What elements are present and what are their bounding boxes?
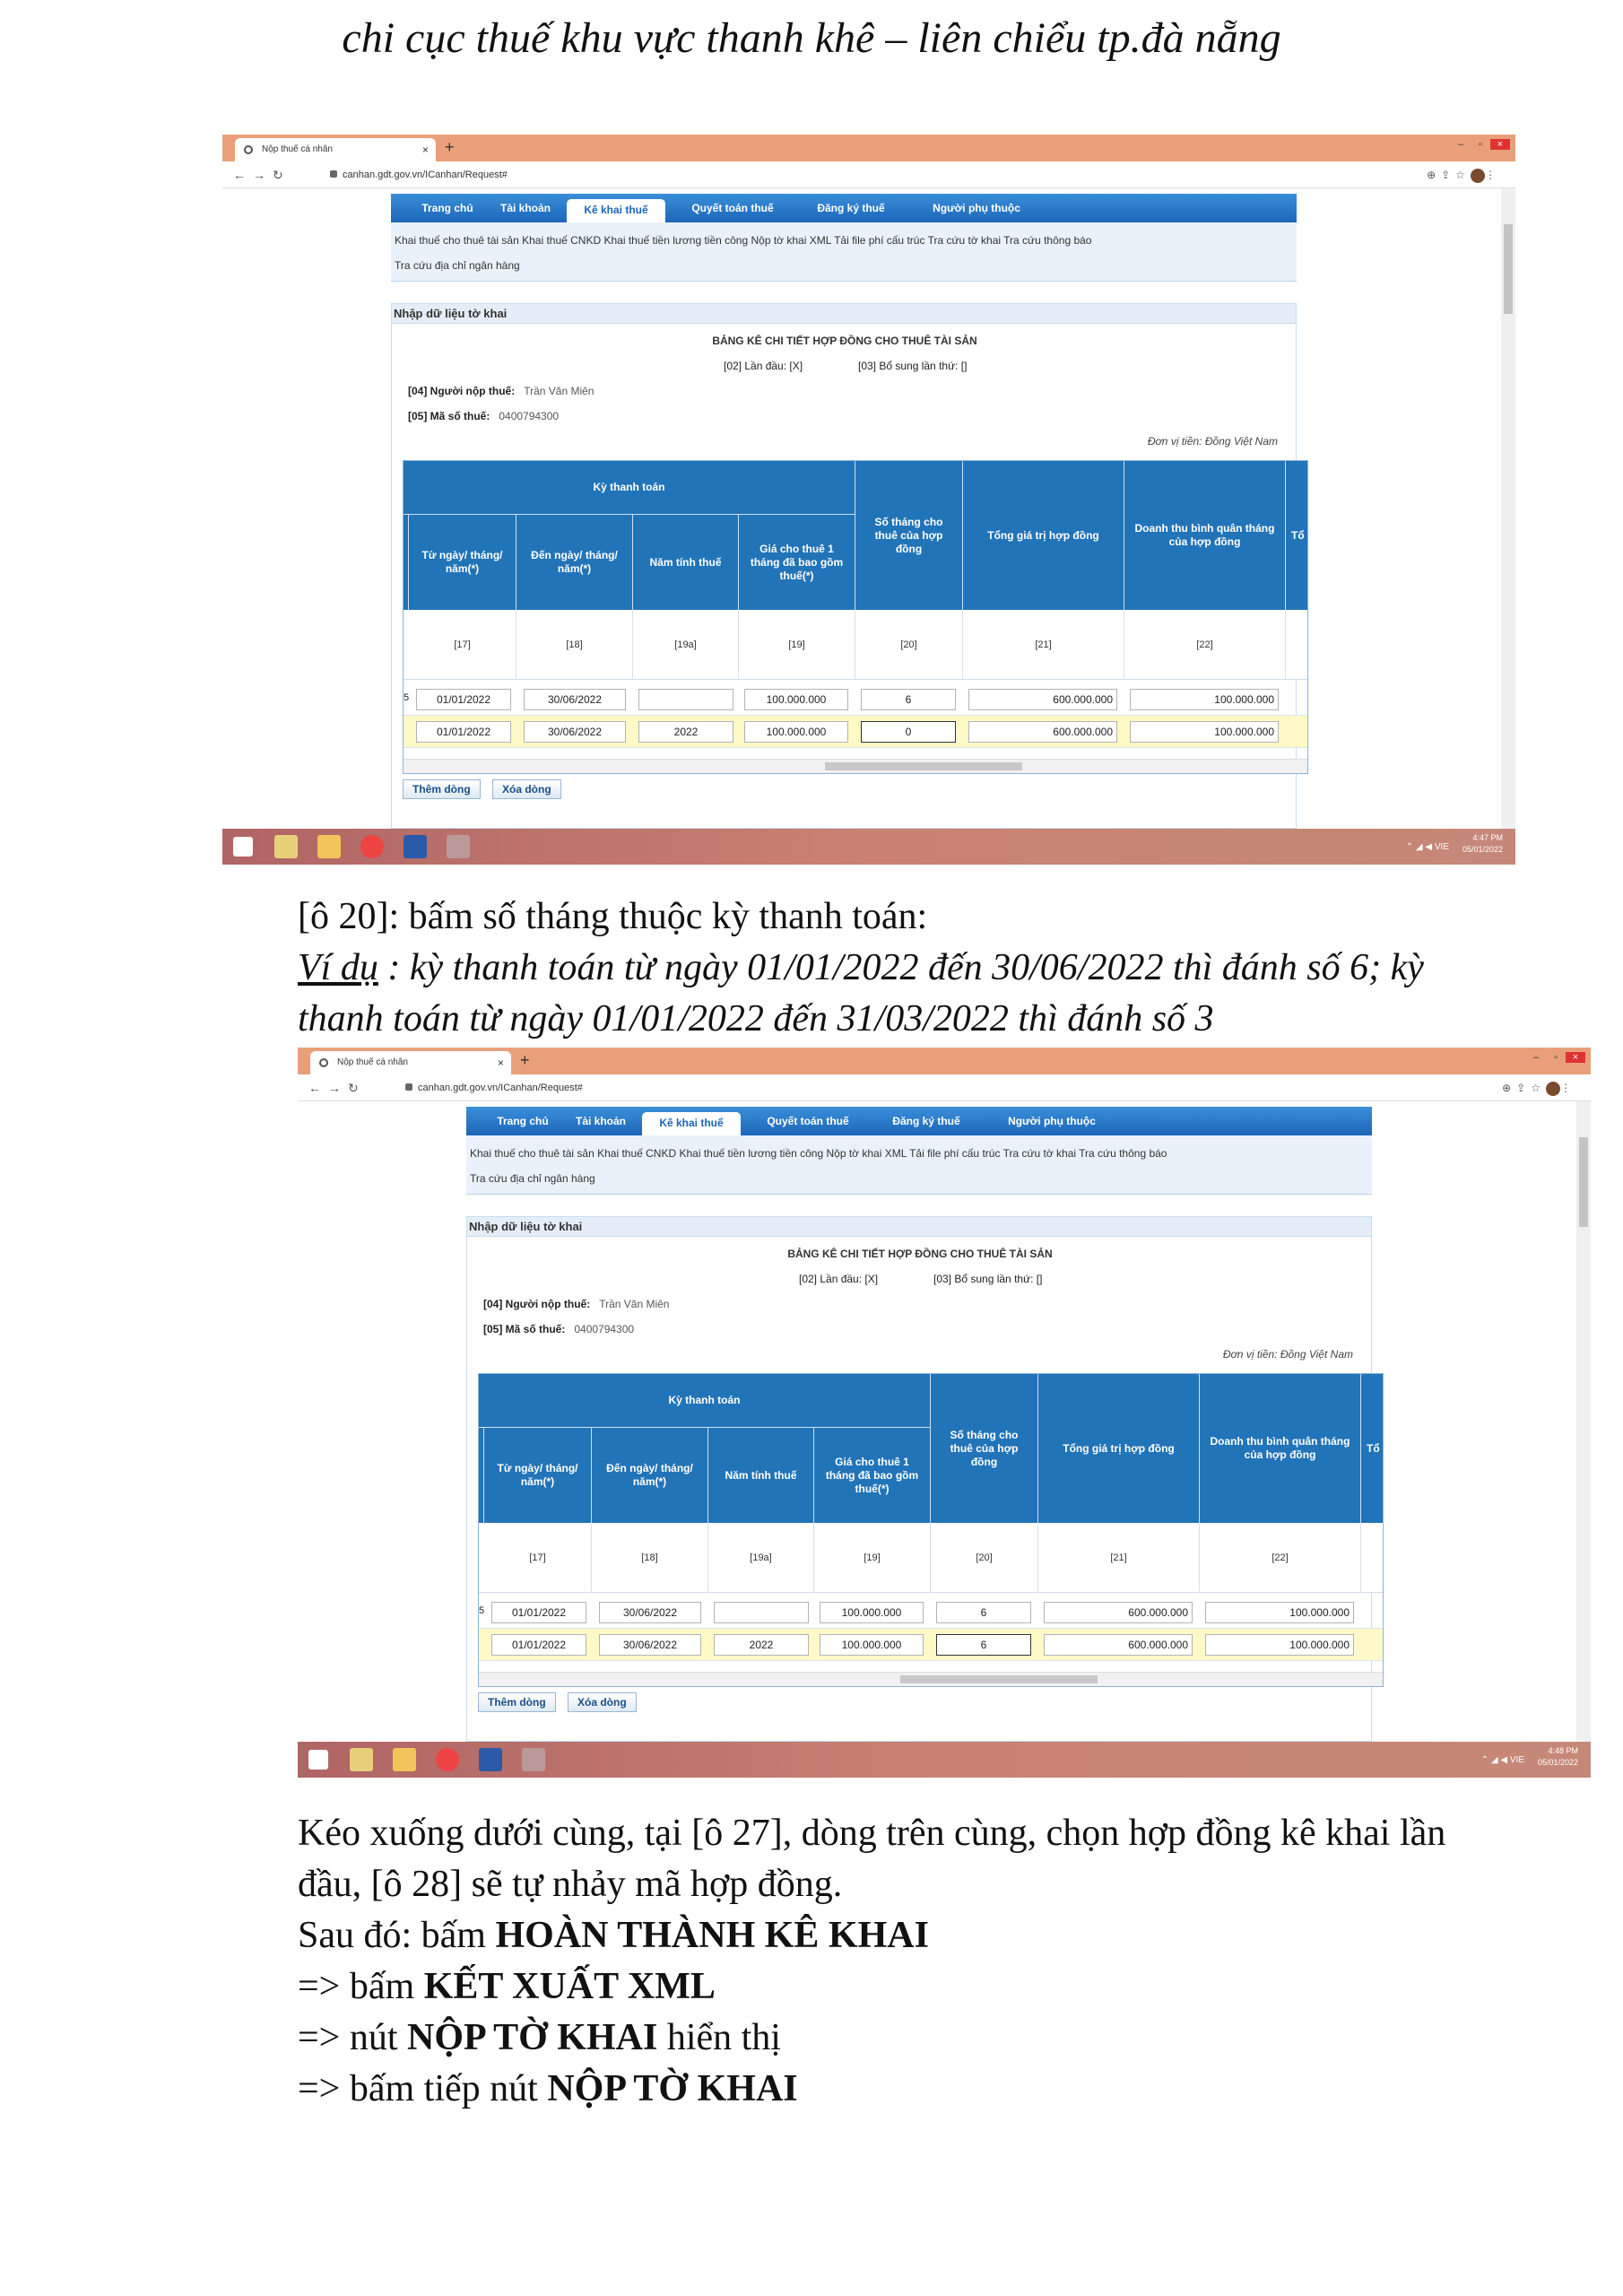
site-favicon-icon — [244, 145, 253, 154]
header-so-thang: Số tháng cho thuê của hợp đồng — [855, 461, 963, 610]
paint-icon[interactable] — [522, 1748, 545, 1771]
minimize-icon[interactable]: – — [1457, 139, 1464, 150]
word-icon[interactable] — [479, 1748, 502, 1771]
supplement-flag: [03] Bổ sung lần thứ: [] — [858, 360, 968, 372]
steps-text: => nút — [298, 2017, 408, 2058]
code-20: [20] — [931, 1523, 1038, 1593]
chrome-icon[interactable] — [360, 835, 384, 858]
reload-icon[interactable]: ↻ — [273, 168, 291, 182]
steps-line-5 — [298, 2013, 1445, 2064]
sub-menu-link-bank[interactable]: Tra cứu địa chỉ ngân hàng — [470, 1172, 595, 1185]
code-19a: [19a] — [633, 610, 739, 680]
input-tong-gia-tri[interactable]: 600.000.000 — [968, 721, 1117, 743]
example-label: Ví dụ — [298, 947, 378, 988]
lock-icon — [405, 1083, 412, 1091]
menu-nguoi-phu-thuoc[interactable]: Người phụ thuộc — [933, 202, 1020, 214]
code-18: [18] — [516, 610, 633, 680]
taxid-row — [483, 1323, 634, 1335]
steps-line-2: đầu, [ô 28] sẽ tự nhảy mã hợp đồng. — [298, 1864, 843, 1905]
input-tong-gia-tri[interactable]: 600.000.000 — [1044, 1602, 1193, 1623]
close-window-icon[interactable]: × — [1490, 139, 1510, 150]
input-tu-ngay[interactable]: 01/01/2022 — [491, 1602, 586, 1623]
taxpayer-label: [04] Người nộp thuế: — [408, 385, 516, 397]
first-time-flag: [02] Lần đầu: [X] — [724, 360, 803, 372]
system-tray — [1405, 832, 1503, 856]
reload-icon[interactable]: ↻ — [348, 1081, 366, 1095]
window-controls — [1526, 1052, 1585, 1063]
nav-buttons — [308, 1074, 366, 1101]
first-time-flag: [02] Lần đầu: [X] — [799, 1273, 879, 1285]
header-tong-gia-tri: Tổng giá trị hợp đồng — [963, 461, 1124, 610]
browser-tab-title: Nộp thuế cá nhân — [262, 144, 333, 154]
chrome-icon[interactable] — [436, 1748, 459, 1771]
input-nam-tinh-thue[interactable] — [638, 689, 733, 710]
supplement-flag: [03] Bổ sung lần thứ: [] — [933, 1273, 1043, 1285]
tray-time[interactable]: 4:48 PM — [1548, 1746, 1578, 1755]
browser-tab[interactable] — [235, 138, 436, 161]
input-gia-cho-thue[interactable]: 100.000.000 — [744, 721, 848, 743]
menu-dang-ky-thue[interactable]: Đăng ký thuế — [817, 202, 885, 214]
taxid-value: 0400794300 — [574, 1323, 635, 1335]
code-19a: [19a] — [708, 1523, 814, 1593]
input-so-thang[interactable]: 6 — [861, 689, 956, 710]
sub-menu-links[interactable]: Khai thuế cho thuê tài sản Khai thuế CNKD Khai thuế tiền lương tiền công Nộp tờ khai XML Tải file phí cấu trúc Tra cứu tờ khai Tra cứu thông báo — [395, 234, 1092, 247]
input-nam-tinh-thue[interactable] — [714, 1602, 809, 1623]
sticky-notes-icon[interactable] — [393, 1748, 416, 1771]
section-title: Nhập dữ liệu tờ khai — [392, 304, 1296, 324]
forward-icon[interactable]: → — [253, 168, 273, 182]
screenshot-2 — [298, 1048, 1591, 1778]
header-tong-gia-tri: Tổng giá trị hợp đồng — [1038, 1374, 1200, 1523]
input-gia-cho-thue[interactable]: 100.000.000 — [820, 1602, 924, 1623]
paint-icon[interactable] — [447, 835, 470, 858]
menu-trang-chu[interactable]: Trang chủ — [497, 1115, 549, 1127]
menu-dang-ky-thue[interactable]: Đăng ký thuế — [892, 1115, 960, 1127]
taxpayer-row — [408, 385, 594, 397]
browser-tab[interactable] — [310, 1051, 511, 1074]
currency-unit: Đơn vị tiền: Đồng Việt Nam — [1147, 435, 1278, 448]
steps-line-1: Kéo xuống dưới cùng, tại [ô 27], dòng trên cùng, chọn hợp đồng kê khai lần — [298, 1813, 1446, 1854]
tray-icons: ⌃ ◢ ◀ VIE — [1480, 1755, 1524, 1765]
menu-nguoi-phu-thuoc[interactable]: Người phụ thuộc — [1008, 1115, 1096, 1127]
browser-tab-strip — [298, 1048, 1591, 1074]
address-bar — [298, 1074, 1591, 1101]
scrollbar-thumb[interactable] — [825, 762, 1022, 770]
bookmark-star-icon[interactable]: ☆ — [1455, 169, 1471, 181]
currency-unit: Đơn vị tiền: Đồng Việt Nam — [1222, 1348, 1353, 1361]
form-section — [391, 303, 1305, 829]
menu-trang-chu[interactable]: Trang chủ — [421, 202, 473, 214]
header-doanh-thu: Doanh thu bình quân tháng của hợp đồng — [1124, 461, 1286, 610]
header-cut-right: Tổ — [1291, 528, 1305, 542]
input-so-thang-active[interactable]: 6 — [936, 1634, 1031, 1656]
delete-row-button[interactable]: Xóa dòng — [492, 779, 561, 799]
code-20: [20] — [855, 610, 963, 680]
share-icon[interactable]: ⇪ — [1516, 1082, 1532, 1094]
steps-bold-nop-to-khai: NỘP TỜ KHAI — [547, 2068, 798, 2109]
code-17: [17] — [484, 1523, 592, 1593]
code-22: [22] — [1124, 610, 1286, 680]
address-actions — [1502, 1074, 1576, 1101]
sub-menu-link-bank[interactable]: Tra cứu địa chỉ ngân hàng — [395, 259, 520, 272]
url-text: canhan.gdt.gov.vn/ICanhan/Request# — [343, 170, 508, 180]
note-o20 — [298, 891, 1424, 1045]
windows-taskbar — [222, 829, 1515, 865]
form-title: BẢNG KÊ CHI TIẾT HỢP ĐỒNG CHO THUÊ TÀI SẢN — [712, 335, 977, 347]
header-ky-thanh-toan: Kỳ thanh toán — [479, 1374, 931, 1428]
steps-text: Sau đó: bấm — [298, 1915, 496, 1956]
table-row — [479, 1629, 1383, 1661]
taxpayer-row — [483, 1298, 669, 1310]
add-row-button[interactable]: Thêm dòng — [478, 1692, 556, 1712]
input-nam-tinh-thue[interactable]: 2022 — [638, 721, 733, 743]
main-menu — [466, 1107, 1372, 1135]
row-prefix: 5 — [479, 1605, 485, 1616]
nav-buttons — [233, 161, 291, 188]
tray-language[interactable]: VIE — [1434, 842, 1449, 852]
header-gia-cho-thue: Giá cho thuê 1 tháng đã bao gồm thuế(*) — [739, 515, 855, 610]
code-22: [22] — [1200, 1523, 1361, 1593]
input-tu-ngay[interactable]: 01/01/2022 — [491, 1634, 586, 1656]
url-field[interactable] — [405, 1074, 583, 1101]
input-den-ngay[interactable]: 30/06/2022 — [599, 1602, 701, 1623]
windows-start-icon[interactable] — [233, 837, 253, 857]
url-text: canhan.gdt.gov.vn/ICanhan/Request# — [418, 1083, 583, 1093]
header-so-thang: Số tháng cho thuê của hợp đồng — [931, 1374, 1038, 1523]
address-bar — [222, 161, 1515, 188]
menu-dots-icon[interactable]: ⋮ — [1485, 169, 1501, 181]
menu-ke-khai-thue[interactable]: Kê khai thuế — [567, 199, 665, 222]
zoom-icon[interactable]: ⊕ — [1427, 169, 1442, 181]
profile-avatar[interactable] — [1546, 1082, 1560, 1096]
steps-line-3 — [298, 1910, 1445, 1961]
back-icon[interactable]: ← — [308, 1081, 328, 1095]
code-21: [21] — [963, 610, 1124, 680]
header-cut-right: Tổ — [1367, 1441, 1380, 1455]
header-nam-tinh-thue: Năm tính thuế — [708, 1428, 814, 1523]
input-den-ngay[interactable]: 30/06/2022 — [599, 1634, 701, 1656]
back-icon[interactable]: ← — [233, 168, 253, 182]
table-header — [404, 461, 1307, 610]
header-ky-thanh-toan: Kỳ thanh toán — [404, 461, 855, 515]
input-nam-tinh-thue[interactable]: 2022 — [714, 1634, 809, 1656]
word-icon[interactable] — [404, 835, 427, 858]
code-row — [404, 610, 1307, 680]
header-den-ngay: Đến ngày/ tháng/ năm(*) — [516, 515, 633, 610]
sub-menu — [466, 1135, 1372, 1195]
page-vertical-scrollbar[interactable] — [1501, 188, 1515, 829]
share-icon[interactable]: ⇪ — [1441, 169, 1456, 181]
input-doanh-thu[interactable]: 100.000.000 — [1205, 1602, 1354, 1623]
input-doanh-thu[interactable]: 100.000.000 — [1130, 721, 1279, 743]
input-tong-gia-tri[interactable]: 600.000.000 — [1044, 1634, 1193, 1656]
screenshot-1 — [222, 135, 1515, 865]
tray-date[interactable]: 05/01/2022 — [1537, 1758, 1578, 1767]
close-tab-icon[interactable]: × — [497, 1057, 504, 1069]
file-explorer-icon[interactable] — [350, 1748, 373, 1771]
taxid-label: [05] Mã số thuế: — [408, 410, 490, 422]
input-tong-gia-tri[interactable]: 600.000.000 — [968, 689, 1117, 710]
sub-menu — [391, 222, 1297, 282]
browser-tab-title: Nộp thuế cá nhân — [337, 1057, 408, 1067]
steps-bold-ket-xuat: KẾT XUẤT XML — [423, 1966, 716, 2007]
forward-icon[interactable]: → — [328, 1081, 348, 1095]
menu-dots-icon[interactable]: ⋮ — [1560, 1082, 1576, 1094]
web-page — [466, 1101, 1380, 1742]
page-heading: chi cục thuế khu vực thanh khê – liên chiểu tp.đà nẵng — [342, 14, 1281, 62]
code-21: [21] — [1038, 1523, 1200, 1593]
steps-bold-hoan-thanh: HOÀN THÀNH KÊ KHAI — [495, 1915, 929, 1956]
code-19: [19] — [814, 1523, 931, 1593]
header-tu-ngay: Từ ngày/ tháng/ năm(*) — [409, 515, 516, 610]
menu-tai-khoan[interactable]: Tài khoản — [575, 1115, 626, 1127]
contract-table — [478, 1373, 1384, 1687]
table-row — [404, 683, 1307, 716]
new-tab-icon[interactable]: + — [520, 1051, 530, 1069]
input-gia-cho-thue[interactable]: 100.000.000 — [744, 689, 848, 710]
windows-taskbar — [298, 1742, 1591, 1778]
add-row-button[interactable]: Thêm dòng — [403, 779, 481, 799]
note-line-1: [ô 20]: bấm số tháng thuộc kỳ thanh toán: — [298, 896, 928, 937]
header-doanh-thu: Doanh thu bình quân tháng của hợp đồng — [1200, 1374, 1361, 1523]
sub-menu-links[interactable]: Khai thuế cho thuê tài sản Khai thuế CNKD Khai thuế tiền lương tiền công Nộp tờ khai XML Tải file phí cấu trúc Tra cứu tờ khai Tra cứu thông báo — [470, 1147, 1167, 1160]
example-text: : kỳ thanh toán từ ngày 01/01/2022 đến 30/06/2022 thì đánh số 6; kỳ — [378, 947, 1424, 988]
row-prefix: 5 — [404, 692, 410, 703]
taxpayer-value: Trần Văn Miên — [524, 385, 595, 397]
tray-language[interactable]: VIE — [1509, 1755, 1524, 1765]
form-section — [466, 1216, 1380, 1742]
steps-text: hiển thị — [657, 2017, 781, 2058]
table-header — [479, 1374, 1383, 1523]
steps-bold-nop-to-khai: NỘP TỜ KHAI — [407, 2017, 658, 2058]
main-menu — [391, 194, 1297, 222]
steps-line-4 — [298, 1961, 1445, 2013]
header-gia-cho-thue: Giá cho thuê 1 tháng đã bao gồm thuế(*) — [814, 1428, 931, 1523]
menu-quyet-toan-thue[interactable]: Quyết toán thuế — [691, 202, 774, 214]
menu-tai-khoan[interactable]: Tài khoản — [499, 202, 551, 214]
code-row — [479, 1523, 1383, 1593]
header-tu-ngay: Từ ngày/ tháng/ năm(*) — [484, 1428, 592, 1523]
tray-time[interactable]: 4:47 PM — [1472, 833, 1503, 842]
maximize-icon[interactable]: ▫ — [1479, 139, 1482, 150]
web-page — [391, 188, 1305, 829]
bookmark-star-icon[interactable]: ☆ — [1531, 1082, 1546, 1094]
tray-date[interactable]: 05/01/2022 — [1462, 845, 1503, 854]
menu-ke-khai-thue[interactable]: Kê khai thuế — [642, 1112, 741, 1135]
file-explorer-icon[interactable] — [274, 835, 298, 858]
table-row — [404, 716, 1307, 748]
scrollbar-thumb[interactable] — [900, 1675, 1098, 1683]
browser-tab-strip — [222, 135, 1515, 161]
note-example — [298, 943, 1424, 994]
address-actions — [1427, 161, 1501, 188]
input-doanh-thu[interactable]: 100.000.000 — [1130, 689, 1279, 710]
site-favicon-icon — [319, 1058, 328, 1067]
input-tu-ngay[interactable]: 01/01/2022 — [416, 689, 511, 710]
input-den-ngay[interactable]: 30/06/2022 — [524, 689, 626, 710]
input-gia-cho-thue[interactable]: 100.000.000 — [820, 1634, 924, 1656]
form-title: BẢNG KÊ CHI TIẾT HỢP ĐỒNG CHO THUÊ TÀI SẢN — [787, 1248, 1053, 1260]
table-horizontal-scrollbar[interactable] — [479, 1672, 1383, 1686]
taxpayer-value: Trần Văn Miên — [599, 1298, 670, 1310]
scrollbar-thumb[interactable] — [1504, 224, 1513, 314]
delete-row-button[interactable]: Xóa dòng — [568, 1692, 637, 1712]
lock-icon — [330, 170, 337, 178]
input-den-ngay[interactable]: 30/06/2022 — [524, 721, 626, 743]
sticky-notes-icon[interactable] — [317, 835, 341, 858]
steps-line-6 — [298, 2064, 1445, 2115]
taxpayer-label: [04] Người nộp thuế: — [483, 1298, 591, 1310]
input-doanh-thu[interactable]: 100.000.000 — [1205, 1634, 1354, 1656]
input-tu-ngay[interactable]: 01/01/2022 — [416, 721, 511, 743]
close-tab-icon[interactable]: × — [421, 144, 429, 156]
table-row — [479, 1596, 1383, 1629]
scrollbar-thumb[interactable] — [1579, 1137, 1588, 1227]
profile-avatar[interactable] — [1471, 169, 1485, 183]
steps-text: => bấm — [298, 1966, 424, 2007]
window-controls — [1451, 139, 1510, 150]
final-steps — [298, 1808, 1445, 2115]
system-tray — [1480, 1745, 1578, 1769]
taxid-row — [408, 410, 559, 422]
minimize-icon[interactable]: – — [1532, 1052, 1540, 1063]
steps-text: => bấm tiếp nút — [298, 2068, 548, 2109]
page-vertical-scrollbar[interactable] — [1576, 1101, 1591, 1742]
section-title: Nhập dữ liệu tờ khai — [467, 1217, 1371, 1237]
header-den-ngay: Đến ngày/ tháng/ năm(*) — [592, 1428, 708, 1523]
code-17: [17] — [409, 610, 516, 680]
code-19: [19] — [739, 610, 855, 680]
table-horizontal-scrollbar[interactable] — [404, 759, 1307, 773]
windows-start-icon[interactable] — [308, 1750, 328, 1770]
new-tab-icon[interactable]: + — [445, 138, 455, 156]
input-so-thang-active[interactable]: 0 — [861, 721, 956, 743]
url-field[interactable] — [330, 161, 508, 188]
note-line-3: thanh toán từ ngày 01/01/2022 đến 31/03/2022 thì đánh số 3 — [298, 998, 1214, 1039]
zoom-icon[interactable]: ⊕ — [1502, 1082, 1517, 1094]
contract-table — [403, 460, 1308, 774]
taxid-label: [05] Mã số thuế: — [483, 1323, 566, 1335]
code-18: [18] — [592, 1523, 708, 1593]
menu-quyet-toan-thue[interactable]: Quyết toán thuế — [767, 1115, 849, 1127]
taxid-value: 0400794300 — [499, 410, 560, 422]
close-window-icon[interactable]: × — [1566, 1052, 1585, 1063]
tray-icons: ⌃ ◢ ◀ VIE — [1405, 842, 1449, 852]
input-so-thang[interactable]: 6 — [936, 1602, 1031, 1623]
maximize-icon[interactable]: ▫ — [1554, 1052, 1558, 1063]
header-nam-tinh-thue: Năm tính thuế — [633, 515, 739, 610]
